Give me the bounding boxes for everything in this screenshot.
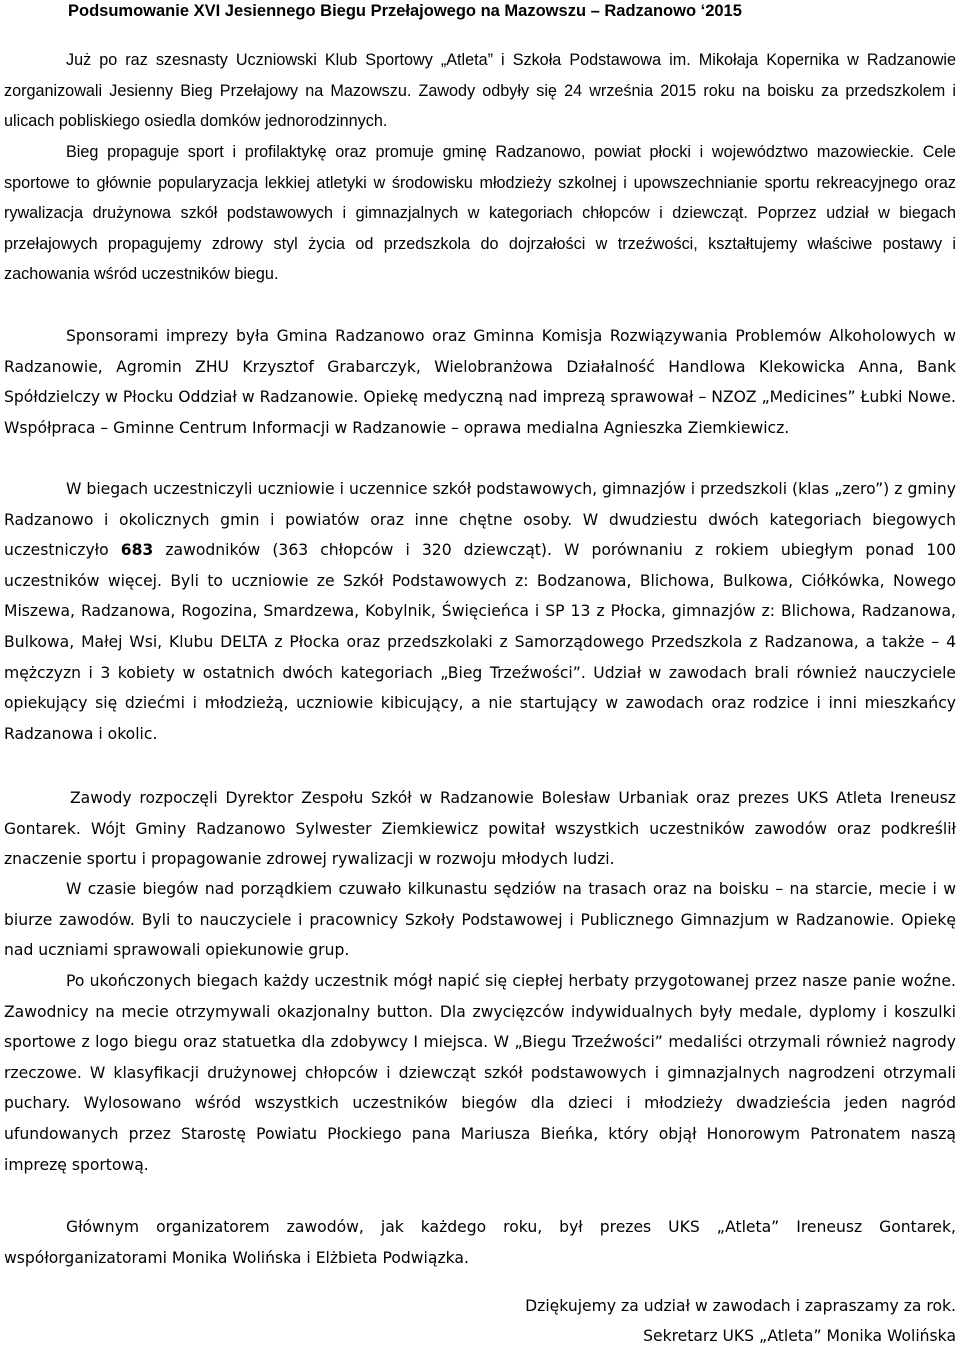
paragraph-intro: Już po raz szesnasty Uczniowski Klub Sportowy „Atleta” i Szkoła Podstawowa im. Mikołaja Kopernika w Radzanowie zorganizowali Jesienny Bieg Przełajowy na Mazowszu. Zawody odbyły się 24 września 2015 roku na boisku za przedszkolem i ulicach pobliskiego osiedla domków jednorodzinnych.	[4, 51, 956, 131]
document-title: Podsumowanie XVI Jesiennego Biegu Przełajowego na Mazowszu – Radzanowo ‘2015	[68, 2, 742, 20]
paragraph-judges: W czasie biegów nad porządkiem czuwało kilkunastu sędziów na trasach oraz na boisku – na starcie, mecie i w biurze zawodów. Byli to nauczyciele i pracownicy Szkoły Podstawowej i Publicznego Gimnazjum w Radzanowie. Opiekę nad uczniami sprawowali opiekunowie grup.	[4, 880, 956, 960]
paragraph-prizes: Po ukończonych biegach każdy uczestnik mógł napić się ciepłej herbaty przygotowanej przez nasze panie woźne. Zawodnicy na mecie otrzymywali okazjonalny button. Dla zwycięzców indywidualnych były medale, dyplomy i koszulki sportowe z logo biegu oraz statuetka dla zdobywcy I miejsca. W „Biegu Trzeźwości” medaliści otrzymali również nagrody rzeczowe. W klasyfikacji drużynowej chłopców i dziewcząt szkół podstawowych i gimnazjalnych nagrodzeni otrzymali puchary. Wylosowano wśród wszystkich uczestników biegów dla dzieci i młodzieży dwadzieścia jeden nagród ufundowanych przez Starostę Powiatu Płockiego pana Mariusza Bieńka, który objął Honorowym Patronatem naszą imprezę sportową.	[4, 972, 956, 1174]
paragraph-organizers: Głównym organizatorem zawodów, jak każdego roku, był prezes UKS „Atleta” Ireneusz Gontarek, współorganizatorami Monika Wolińska i Elżbieta Podwiązka.	[4, 1218, 956, 1267]
participants-count: 683	[120, 541, 154, 560]
paragraph-participants	[4, 474, 956, 749]
paragraph-opening: Zawody rozpoczęli Dyrektor Zespołu Szkół w Radzanowie Bolesław Urbaniak oraz prezes UKS Atleta Ireneusz Gontarek. Wójt Gminy Radzanowo Sylwester Ziemkiewicz powitał wszystkich uczestników zawodów oraz podkreślił znaczenie sportu i propagowanie zdrowej rywalizacji w rozwoju młodych ludzi.	[4, 789, 956, 869]
participants-text-a: W biegach uczestniczyli uczniowie i uczennice szkół podstawowych, gimnazjów i przedszkoli (klas „zero”) z gminy Radzanowo i okolicznych gmin i powiatów oraz inne chętne osoby. W dwudziestu dwóch kategoriach biegowych uczestniczyło	[4, 480, 956, 560]
closing-line: Dziękujemy za udział w zawodach i zapraszamy za rok.	[525, 1297, 956, 1315]
signature-line: Sekretarz UKS „Atleta” Monika Wolińska	[643, 1327, 956, 1345]
paragraph-sponsors: Sponsorami imprezy była Gmina Radzanowo oraz Gminna Komisja Rozwiązywania Problemów Alkoholowych w Radzanowie, Agromin ZHU Krzysztof Grabarczyk, Wielobranżowa Działalność Handlowa Klekowicka Anna, Bank Spółdzielczy w Płocku Oddział w Radzanowie. Opiekę medyczną nad imprezą sprawował – NZOZ „Medicines” Łubki Nowe. Współpraca – Gminne Centrum Informacji w Radzanowie – oprawa medialna Agnieszka Ziemkiewicz.	[4, 327, 956, 437]
paragraph-goals: Bieg propaguje sport i profilaktykę oraz promuje gminę Radzanowo, powiat płocki i województwo mazowieckie. Cele sportowe to głównie popularyzacja lekkiej atletyki w środowisku młodzieży szkolnej i upowszechnianie sportu rekreacyjnego oraz rywalizacja drużynowa szkół podstawowych i gimnazjalnych w kategoriach chłopców i dziewcząt. Poprzez udział w biegach przełajowych propagujemy zdrowy styl życia od przedszkola do dojrzałości w trzeźwości, kształtujemy właściwe postawy i zachowania wśród uczestników biegu.	[4, 143, 956, 284]
participants-text-b: zawodników (363 chłopców i 320 dziewcząt). W porównaniu z rokiem ubiegłym ponad 100 uczestników więcej. Byli to uczniowie ze Szkół Podstawowych z: Bodzanowa, Blichowa, Bulkowa, Ciółkówka, Nowego Miszewa, Radzanowa, Rogozina, Smardzewa, Kobylnik, Święcieńca i SP 13 z Płocka, gimnazjów z: Blichowa, Radzanowa, Bulkowa, Małej Wsi, Klubu DELTA z Płocka oraz przedszkolaki z Samorządowego Przedszkola z Radzanowa, a także – 4 mężczyzn i 3 kobiety w ostatnich dwóch kategoriach „Bieg Trzeźwości”. Udział w zawodach brali również nauczyciele opiekujący się dziećmi i młodzieżą, uczniowie kibicujący, a nie startujący w zawodach oraz rodzice i inni mieszkańcy Radzanowa i okolic.	[4, 541, 957, 743]
